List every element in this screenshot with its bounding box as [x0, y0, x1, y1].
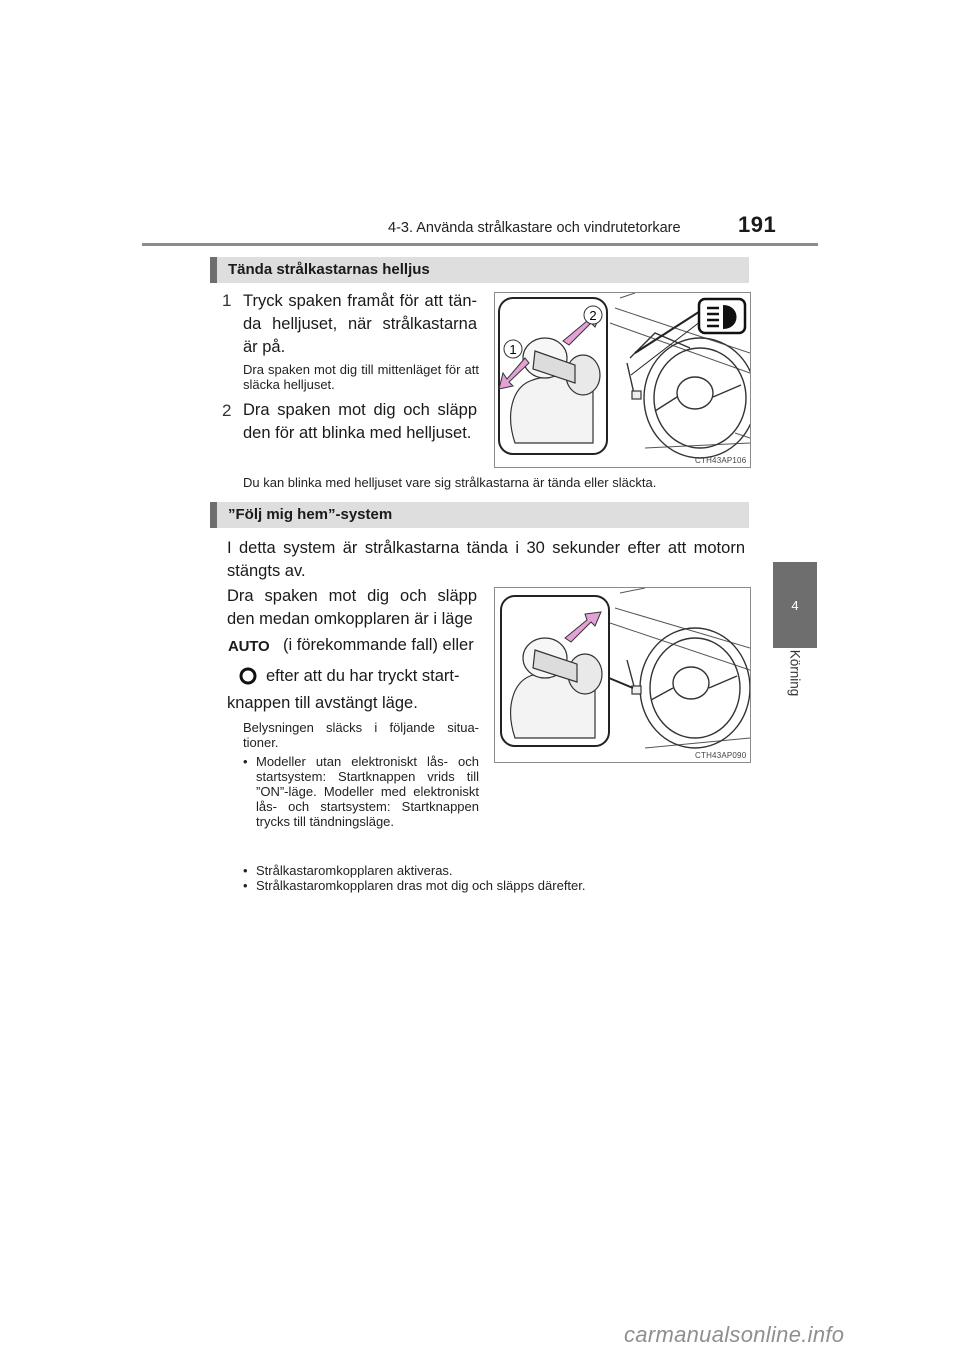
section-title: ”Följ mig hem”-system — [228, 506, 393, 523]
section-banner-high-beam — [210, 257, 749, 283]
section-banner-follow-me-home — [210, 502, 749, 528]
section2-bullet-list — [243, 754, 479, 829]
list-item: • Strålkastaromkopplaren aktiveras. — [243, 863, 763, 878]
section2-bullet-list-cont — [243, 863, 763, 893]
light-off-ring-icon — [238, 666, 258, 686]
figure-caption: CTH43AP090 — [695, 751, 747, 760]
section2-intro: I detta system är strålkastarna tända i 30 sekunder efter att motorn stängts av. — [227, 539, 745, 580]
section2-para-4: knappen till avstängt läge. — [227, 694, 418, 712]
chapter-name-vertical — [770, 618, 820, 728]
section2-note-intro: Belysningen släcks i följande situa-tioner. — [243, 720, 479, 750]
page-number: 191 — [738, 212, 777, 237]
callout-1: 1 — [509, 342, 517, 357]
list-item: • Modeller utan elektroniskt lås- och startsystem: Startknappen vrids till ”ON”-läge. Modeller med elektroniskt lås- och startsystem: Startknappen trycks till tändningsläge. — [243, 754, 479, 829]
site-watermark: carmanualsonline.info — [624, 1322, 845, 1347]
chapter-name: Körning — [787, 649, 803, 697]
list-item: • Strålkastaromkopplaren dras mot dig och släpps därefter. — [243, 878, 763, 893]
section-title: Tända strålkastarnas helljus — [228, 261, 430, 278]
section2-para-1: Dra spaken mot dig och släpp den medan omkopplaren är i läge — [227, 587, 477, 628]
high-beam-indicator-icon — [699, 299, 745, 333]
step-number-2: 2 — [222, 401, 232, 420]
section1-footnote: Du kan blinka med helljuset vare sig strålkastarna är tända eller släckta. — [243, 475, 657, 490]
running-header: 4-3. Använda strålkastare och vindrutetorkare — [388, 220, 681, 236]
section2-para-3: efter att du har tryckt start- — [266, 667, 460, 685]
figure-follow-me-home-lever — [494, 587, 751, 763]
step-1-text: Tryck spaken framåt för att tän-da helljuset, när strålkastarna är på. — [243, 292, 477, 356]
auto-position-symbol: AUTO — [228, 638, 270, 655]
section2-para-2: (i förekommande fall) eller — [283, 636, 474, 654]
callout-2: 2 — [589, 308, 597, 323]
lever-illustration — [495, 293, 750, 467]
chapter-number: 4 — [791, 597, 799, 613]
header-rule — [142, 243, 818, 246]
figure-caption: CTH43AP106 — [695, 456, 747, 465]
lever-illustration-2 — [495, 588, 750, 762]
figure-high-beam-lever — [494, 292, 751, 468]
step-2-text: Dra spaken mot dig och släpp den för att blinka med helljuset. — [243, 401, 477, 442]
step-1-note: Dra spaken mot dig till mittenläget för att släcka helljuset. — [243, 362, 479, 392]
step-number-1: 1 — [222, 291, 232, 310]
